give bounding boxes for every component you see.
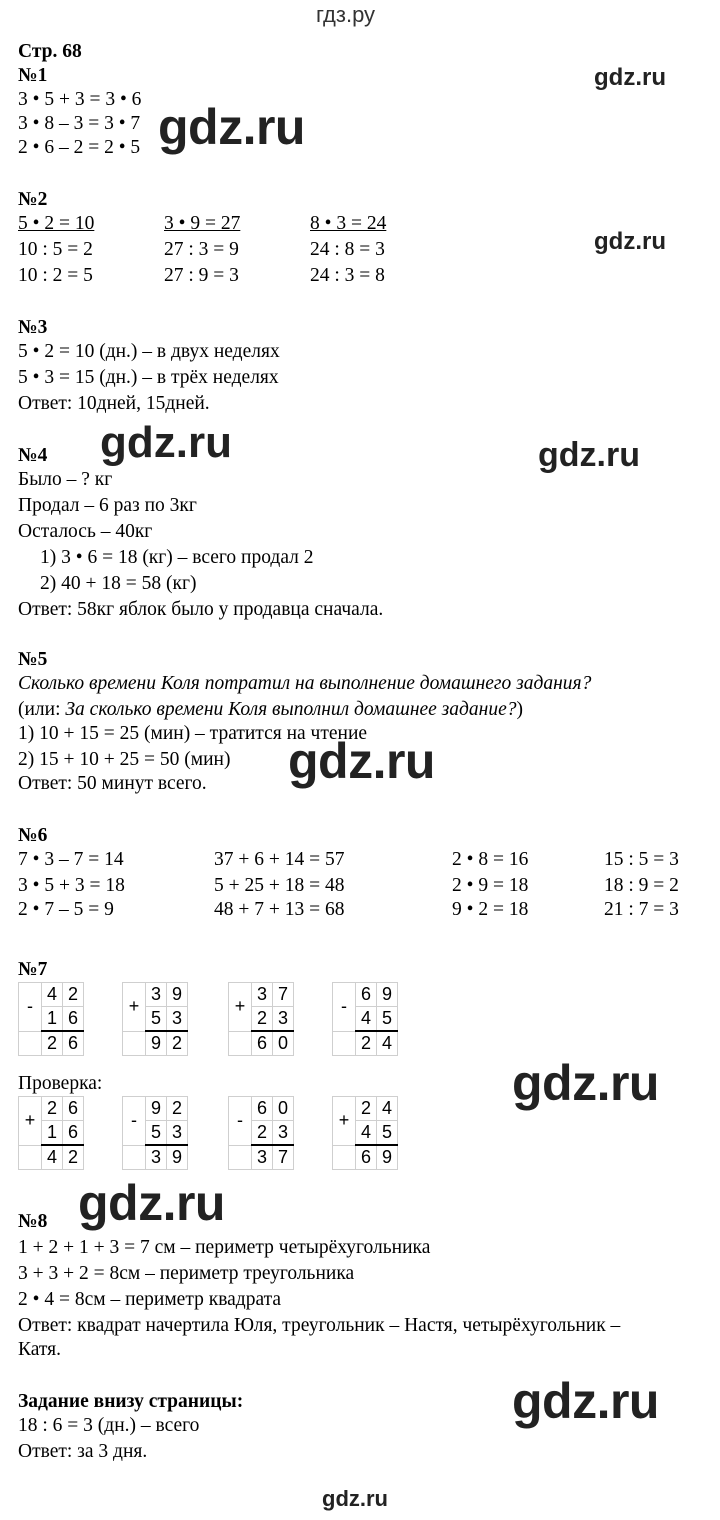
watermark: gdz.ru (538, 436, 640, 474)
column-calc: - 6 0 2 3 3 7 (228, 1096, 294, 1170)
solution-line: 1 + 2 + 1 + 3 = 7 см – периметр четырёхугольника (18, 1237, 431, 1258)
equation: 10 : 5 = 2 (18, 239, 93, 260)
equation: 21 : 7 = 3 (604, 899, 679, 920)
equation: 5 • 2 = 10 (18, 213, 95, 234)
answer-line: Ответ: 10дней, 15дней. (18, 393, 210, 414)
task-number: №8 (18, 1211, 48, 1232)
answer-line: Катя. (18, 1339, 62, 1360)
equation: 15 : 5 = 3 (604, 849, 679, 870)
equation: 2 • 9 = 18 (452, 875, 529, 896)
solution-line: 1) 3 • 6 = 18 (кг) – всего продал 2 (40, 547, 314, 568)
watermark: gdz.ru (594, 228, 666, 255)
condition-line: Продал – 6 раз по 3кг (18, 495, 197, 516)
site-footer: gdz.ru (322, 1486, 388, 1511)
column-calc: - 4 2 1 6 2 6 (18, 982, 84, 1056)
column-calc: + 3 7 2 3 6 0 (228, 982, 294, 1056)
column-calc: - 6 9 4 5 2 4 (332, 982, 398, 1056)
equation: 27 : 9 = 3 (164, 265, 239, 286)
solution-line: 18 : 6 = 3 (дн.) – всего (18, 1415, 200, 1436)
page-title: Стр. 68 (18, 41, 82, 62)
equation: 27 : 3 = 9 (164, 239, 239, 260)
task-number: №5 (18, 649, 48, 670)
task-number: №1 (18, 65, 48, 86)
solution-line: 2 • 4 = 8см – периметр квадрата (18, 1289, 282, 1310)
equation: 3 • 8 – 3 = 3 • 7 (18, 113, 141, 134)
condition-line: Осталось – 40кг (18, 521, 153, 542)
task-number: №2 (18, 189, 48, 210)
question-line: Сколько времени Коля потратил на выполнение домашнего задания? (18, 673, 592, 694)
watermark: gdz.ru (288, 733, 435, 789)
equation: 48 + 7 + 13 = 68 (214, 899, 345, 920)
column-calc: - 9 2 5 3 3 9 (122, 1096, 188, 1170)
watermark: gdz.ru (100, 418, 232, 467)
check-label: Проверка: (18, 1073, 103, 1094)
equation: 7 • 3 – 7 = 14 (18, 849, 124, 870)
equation: 10 : 2 = 5 (18, 265, 93, 286)
watermark: gdz.ru (512, 1373, 659, 1429)
alt-question-line: (или: За сколько времени Коля выполнил домашнее задание?) (18, 699, 523, 720)
task-number: №4 (18, 445, 48, 466)
solution-line: 3 + 3 + 2 = 8см – периметр треугольника (18, 1263, 355, 1284)
equation: 8 • 3 = 24 (310, 213, 387, 234)
equation: 18 : 9 = 2 (604, 875, 679, 896)
answer-line: Ответ: за 3 дня. (18, 1441, 148, 1462)
equation: 2 • 6 – 2 = 2 • 5 (18, 137, 141, 158)
watermark: gdz.ru (594, 64, 666, 91)
equation: 24 : 8 = 3 (310, 239, 385, 260)
equation: 9 • 2 = 18 (452, 899, 529, 920)
solution-line: 2) 15 + 10 + 25 = 50 (мин) (18, 749, 231, 770)
site-header: гдз.ру (316, 2, 376, 27)
column-calc: + 2 4 4 5 6 9 (332, 1096, 398, 1170)
column-calc: + 2 6 1 6 4 2 (18, 1096, 84, 1170)
equation: 24 : 3 = 8 (310, 265, 385, 286)
column-calc: + 3 9 5 3 9 2 (122, 982, 188, 1056)
task-number: №7 (18, 959, 48, 980)
equation: 37 + 6 + 14 = 57 (214, 849, 345, 870)
task-number: №3 (18, 317, 48, 338)
answer-line: Ответ: 50 минут всего. (18, 773, 207, 794)
watermark: gdz.ru (158, 99, 305, 155)
section-title: Задание внизу страницы: (18, 1391, 244, 1412)
solution-line: 1) 10 + 15 = 25 (мин) – тратится на чтение (18, 723, 368, 744)
equation: 3 • 9 = 27 (164, 213, 241, 234)
answer-line: Ответ: квадрат начертила Юля, треугольник – Настя, четырёхугольник – (18, 1315, 621, 1336)
equation: 3 • 5 + 3 = 18 (18, 875, 125, 896)
equation: 5 + 25 + 18 = 48 (214, 875, 345, 896)
solution-line: 2) 40 + 18 = 58 (кг) (40, 573, 197, 594)
task-number: №6 (18, 825, 48, 846)
answer-line: Ответ: 58кг яблок было у продавца сначала. (18, 599, 384, 620)
condition-line: Было – ? кг (18, 469, 113, 490)
equation: 3 • 5 + 3 = 3 • 6 (18, 89, 142, 110)
solution-line: 5 • 2 = 10 (дн.) – в двух неделях (18, 341, 280, 362)
solution-line: 5 • 3 = 15 (дн.) – в трёх неделях (18, 367, 279, 388)
equation: 2 • 8 = 16 (452, 849, 529, 870)
watermark: gdz.ru (78, 1175, 225, 1231)
watermark: gdz.ru (512, 1055, 659, 1111)
equation: 2 • 7 – 5 = 9 (18, 899, 114, 920)
